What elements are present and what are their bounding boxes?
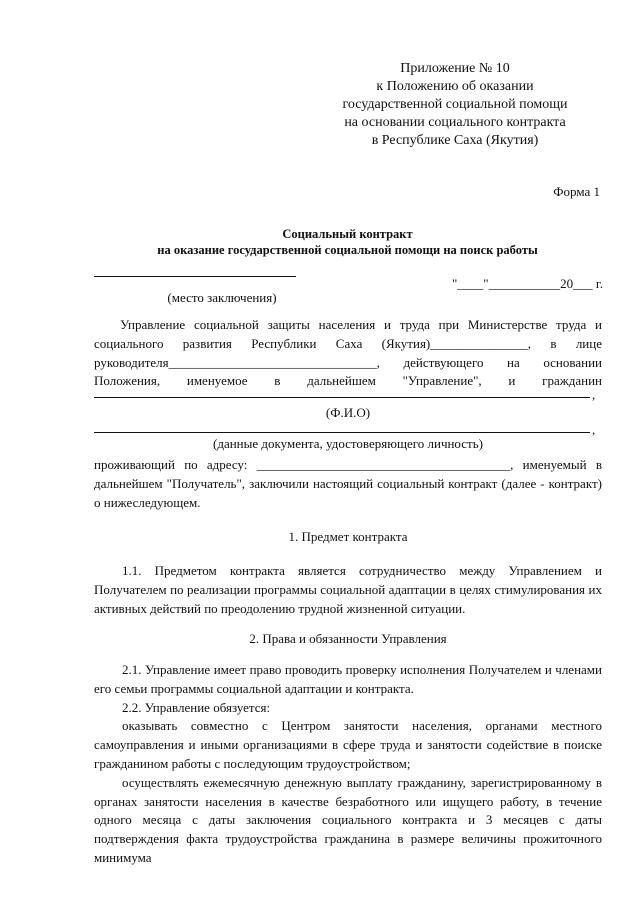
annex-header [300, 60, 610, 150]
identity-document-comma: , [592, 422, 596, 437]
citizen-name-field[interactable] [94, 397, 590, 398]
section-1-heading: 1. Предмет контракта [288, 529, 408, 544]
document-title [90, 226, 605, 258]
annex-line-1: Приложение № 10 [400, 61, 510, 76]
identity-document-field[interactable] [94, 432, 590, 433]
place-field[interactable] [94, 276, 296, 277]
annex-line-2: к Положению об оказании [376, 79, 534, 94]
identity-document-caption: (данные документа, удостоверяющего личность) [213, 436, 483, 451]
address-line-1: проживающий по адресу: _______________________________________, именуемый в [94, 457, 602, 472]
intro-paragraph [94, 316, 602, 391]
citizen-name-comma: , [592, 387, 596, 402]
intro-line-4: Положения, именуемое в дальнейшем "Управление", и гражданин [94, 373, 602, 389]
annex-line-3: государственной социальной помощи [342, 97, 568, 112]
title-line-2: на оказание государственной социальной помощи на поиск работы [157, 243, 538, 257]
form-label: Форма 1 [553, 184, 600, 199]
section-2-body [94, 661, 602, 868]
address-paragraph [94, 456, 602, 512]
clause-2-1: 2.1. Управление имеет право проводить проверку исполнения Получателем и членами его семьи программы социальной адаптации и контракта. [94, 662, 602, 696]
address-line-3: о нижеследующем. [94, 494, 201, 510]
annex-line-4: на основании социального контракта [344, 115, 566, 130]
intro-line-1: Управление социальной защиты населения и труда при Министерстве труда и [120, 317, 602, 332]
address-line-2: дальнейшем "Получатель", заключили настоящий социальный контракт (далее - контракт) [94, 475, 602, 491]
intro-line-2: социального развития Республики Саха (Якутия)_______________, в лице [94, 335, 602, 351]
fio-caption: (Ф.И.О) [325, 405, 371, 420]
section-2-heading: 2. Права и обязанности Управления [249, 631, 447, 646]
clause-2-2-item-2: осуществлять ежемесячную денежную выплату гражданину, зарегистрированному в органах занятости населения в качестве безработного или ищущего работу, в течение одного месяца с даты заключения социального контракта и 3 месяцев с даты подтверждения факта трудоустройства гражданина в размере величины прожиточного минимума [94, 774, 602, 865]
clause-2-2-item-1: оказывать совместно с Центром занятости населения, органами местного самоуправления и иными организациями в сфере труда и занятости содействие в поиске гражданином работы с последующим трудоустройством; [94, 718, 602, 771]
date-field[interactable]: "____"___________20___ г. [452, 276, 603, 291]
clause-2-2: 2.2. Управление обязуется: [122, 699, 271, 715]
clause-1-1: 1.1. Предметом контракта является сотрудничество между Управлением и Получателем по реализации программы социальной адаптации в целях стимулирования их активных действий по преодолению трудной жизненной ситуации. [94, 563, 602, 616]
section-1-paragraph [94, 562, 602, 618]
annex-line-5: в Республике Саха (Якутия) [371, 133, 539, 148]
place-caption: (место заключения) [167, 290, 277, 305]
intro-line-3: руководителя________________________________, действующего на основании [94, 354, 602, 370]
title-line-1: Социальный контракт [282, 227, 413, 241]
